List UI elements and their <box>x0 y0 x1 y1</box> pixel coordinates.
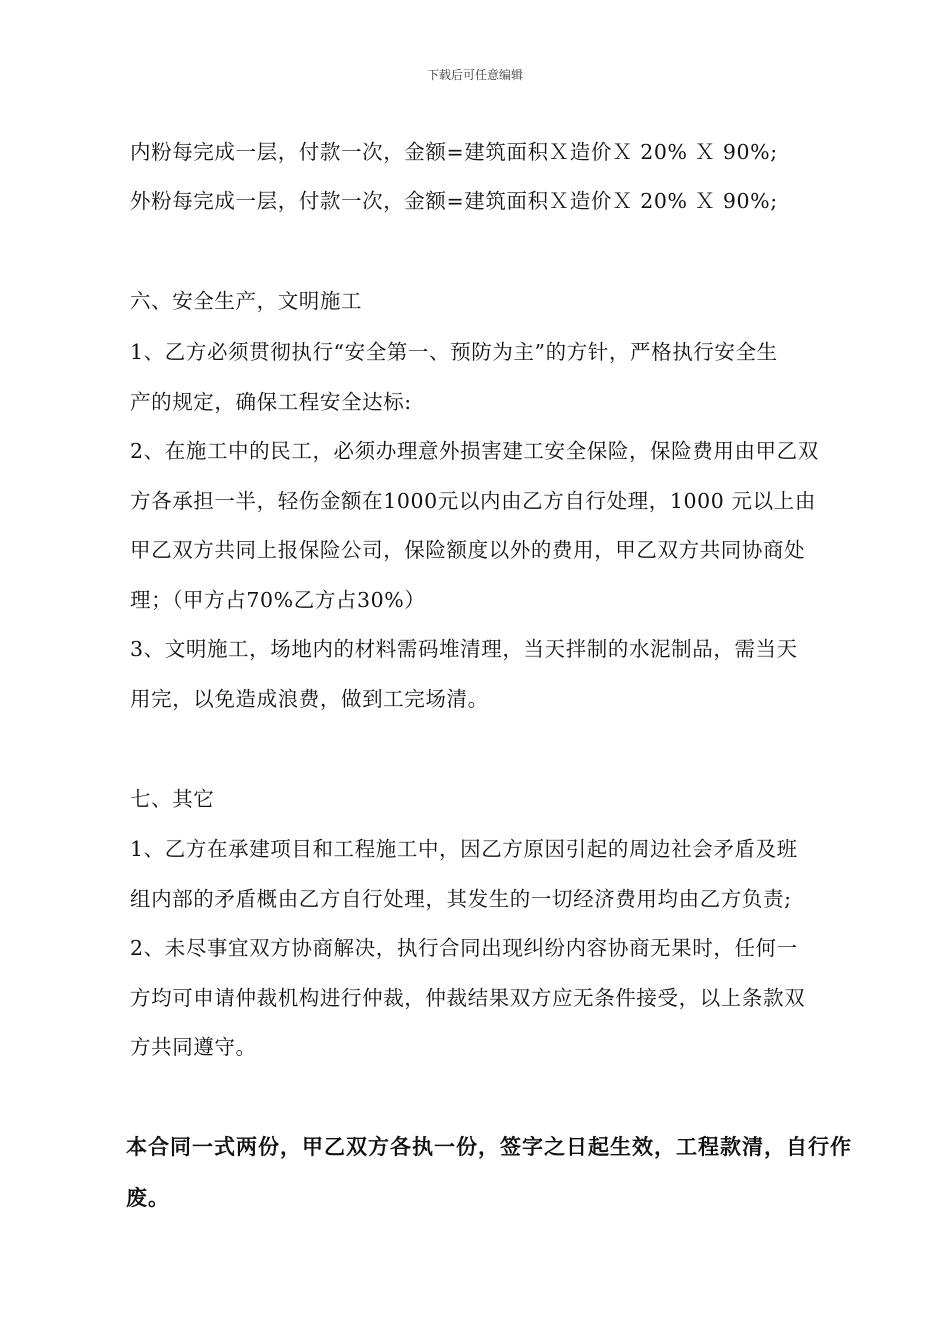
section7-line: 方共同遵守。 <box>130 1035 257 1059</box>
section6-line: 方各承担一半，轻伤金额在1000元以内由乙方自行处理，1000 元以上由 <box>130 489 816 513</box>
section7-line: 2、未尽事宜双方协商解决，执行合同出现纠纷内容协商无果时，任何一 <box>130 936 798 960</box>
payment-line-exterior: 外粉每完成一层，付款一次，金额=建筑面积Ｘ造价Ｘ 20% Ｘ 90%; <box>130 189 778 213</box>
page-header: 下载后可任意编辑 <box>426 68 523 82</box>
section7-line: 组内部的矛盾概由乙方自行处理，其发生的一切经济费用均由乙方负责; <box>130 887 792 911</box>
section6-line: 理；（甲方占70%乙方占30%） <box>130 588 426 612</box>
section6-line: 用完，以免造成浪费，做到工完场清。 <box>130 687 489 711</box>
section6-line: 甲乙双方共同上报保险公司，保险额度以外的费用，甲乙双方共同协商处 <box>130 538 806 562</box>
section6-line: 1、乙方必须贯彻执行“安全第一、预防为主”的方针，严格执行安全生 <box>130 340 778 364</box>
section7-line: 1、乙方在承建项目和工程施工中，因乙方原因引起的周边社会矛盾及班 <box>130 837 798 861</box>
payment-line-interior: 内粉每完成一层，付款一次，金额=建筑面积Ｘ造价Ｘ 20% Ｘ 90%; <box>130 140 778 164</box>
section6-line: 3、文明施工，场地内的材料需码堆清理，当天拌制的水泥制品，需当天 <box>130 637 798 661</box>
section6-line: 2、在施工中的民工，必须办理意外损害建工安全保险，保险费用由甲乙双 <box>130 439 819 463</box>
closing-clause: 本合同一式两份，甲乙双方各执一份，签字之日起生效，工程款清，自行作 <box>126 1134 852 1159</box>
section7-title: 七、其它 <box>130 787 215 811</box>
closing-clause: 废。 <box>126 1185 170 1210</box>
section7-line: 方均可申请仲裁机构进行仲裁，仲裁结果双方应无条件接受，以上条款双 <box>130 986 806 1010</box>
section6-line: 产的规定，确保工程安全达标: <box>130 390 412 414</box>
section6-title: 六、安全生产，文明施工 <box>130 289 363 313</box>
